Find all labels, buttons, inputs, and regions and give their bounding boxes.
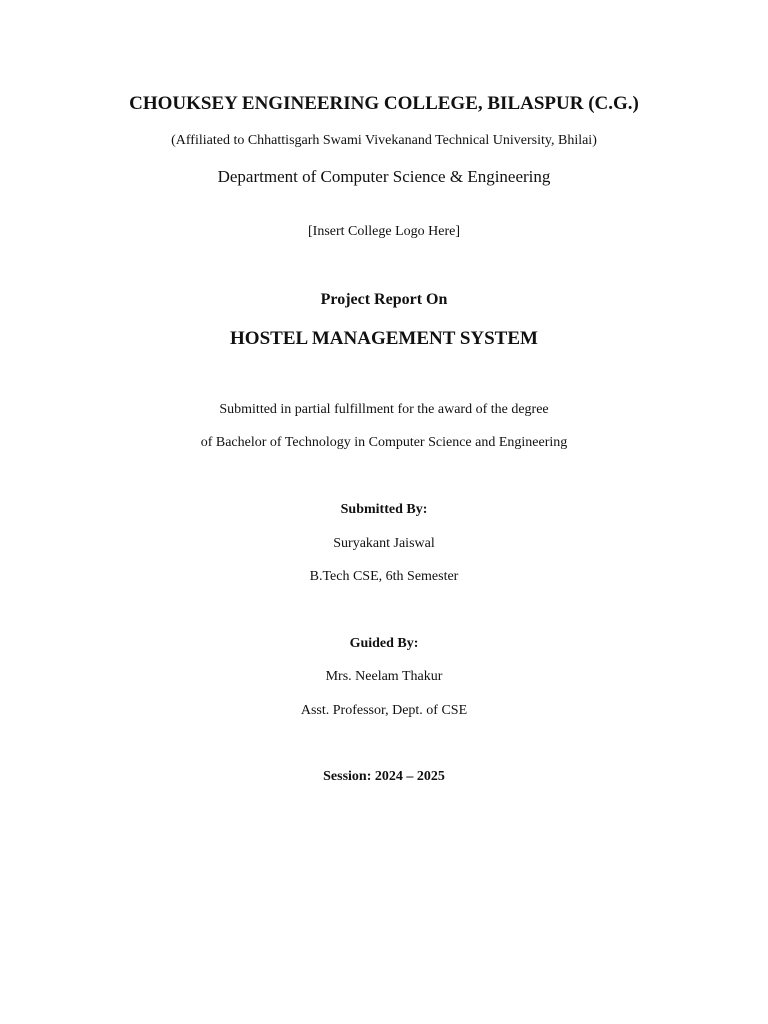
affiliation-text: (Affiliated to Chhattisgarh Swami Vivekanand Technical University, Bhilai) bbox=[171, 133, 597, 148]
submission-statement-line-2: of Bachelor of Technology in Computer Science and Engineering bbox=[200, 435, 568, 450]
logo-placeholder: [Insert College Logo Here] bbox=[308, 224, 460, 239]
student-info: B.Tech CSE, 6th Semester bbox=[309, 569, 459, 584]
guided-by-label: Guided By: bbox=[349, 636, 419, 651]
submitted-by-label: Submitted By: bbox=[340, 502, 428, 517]
project-title: HOSTEL MANAGEMENT SYSTEM bbox=[230, 328, 538, 349]
report-pre-title: Project Report On bbox=[320, 291, 448, 308]
session-text: Session: 2024 – 2025 bbox=[323, 769, 445, 784]
guide-info: Asst. Professor, Dept. of CSE bbox=[300, 703, 468, 718]
guide-name: Mrs. Neelam Thakur bbox=[325, 669, 443, 684]
department-name: Department of Computer Science & Engineering bbox=[217, 167, 551, 186]
college-name: CHOUKSEY ENGINEERING COLLEGE, BILASPUR (C.G.) bbox=[129, 93, 639, 114]
student-name: Suryakant Jaiswal bbox=[333, 536, 435, 551]
submission-statement-line-1: Submitted in partial fulfillment for the award of the degree bbox=[219, 402, 549, 417]
